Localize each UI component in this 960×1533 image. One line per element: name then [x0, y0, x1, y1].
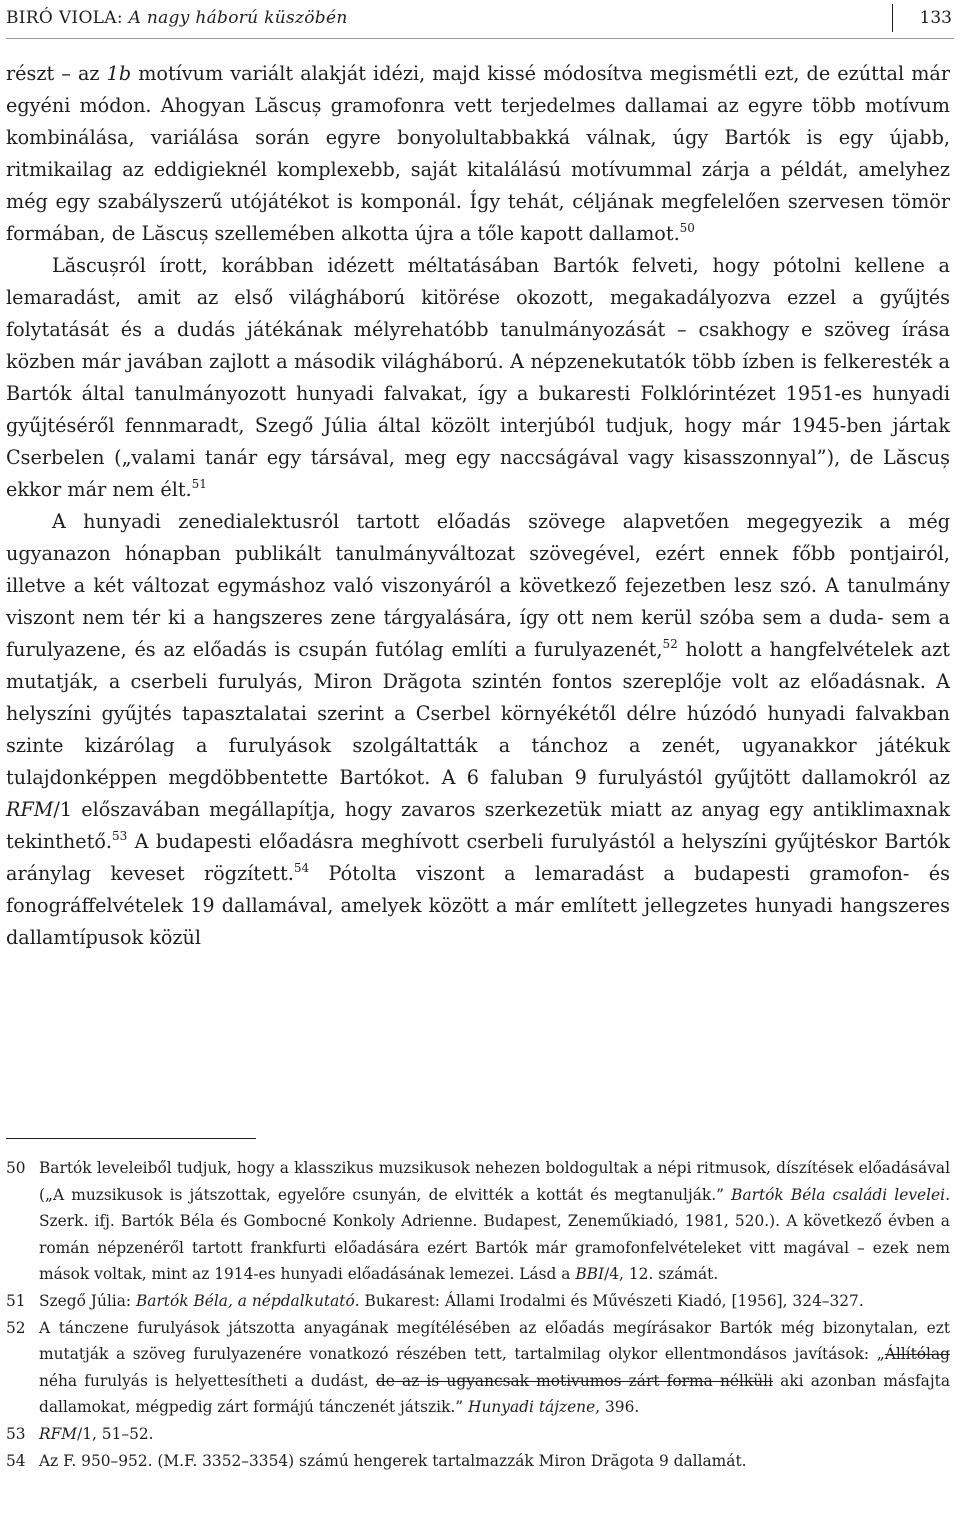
footnote-number: 53	[6, 1424, 26, 1443]
footnote-54	[6, 1448, 950, 1475]
footnote-rule	[6, 1138, 256, 1139]
text-run-strikethrough: de az is ugyancsak motivumos zárt forma nélküli	[375, 1371, 773, 1390]
text-run: Lăscușról írott, korábban idézett méltatásában Bartók felveti, hogy pótolni kellene a lemaradást, amit az első világháború kitörése okozott, megakadályozva ezzel a gyűjtés folytatását és a dudás játékának mélyrehatóbb tanulmányozását – csakhogy e szöveg írása közben már javában zajlott a második világháború. A népzenekutatók több ízben is felkeresték a Bartók által tanulmányozott hunyadi falvakat, így a bukaresti Folklórintézet 1951-es hunyadi gyűjtéséről fennmaradt, Szegő Júlia által közölt interjúból tudjuk, hogy már 1945-ben jártak Cserbelen („valami tanár egy társával, meg egy naccságával vagy kisasszonnyal”), de Lăscuș ekkor már nem élt.	[6, 254, 950, 501]
text-run: motívum variált alakját idézi, majd kissé módosítva megismétli ezt, de ezúttal már egyéni módon. Ahogyan Lăscuș gramofonra vett terjedelmes dallamai az egyre több motívum kombinálása, variálása során egyre bonyolultabbakká válnak, úgy Bartók is egy újabb, ritmikailag az eddigieknél komplexebb, saját kitalálású motívummal zárja a példát, amelyhez még egy szabályszerű utójátékot is komponál. Így tehát, céljának megfelelően szervesen tömör formában, de Lăscuș szellemében alkotta újra a tőle kapott dallamot.	[6, 62, 950, 245]
footnote-ref-51[interactable]: 51	[191, 477, 207, 491]
footnote-ref-54[interactable]: 54	[293, 861, 310, 875]
text-run-strikethrough: Állítólag	[884, 1345, 950, 1364]
footnote-number: 54	[6, 1451, 26, 1470]
text-run-italic: RFM	[39, 1424, 78, 1443]
text-run: néha furulyás is helyettesítheti a dudást,	[39, 1371, 376, 1390]
paragraph-1	[6, 58, 950, 250]
text-run-italic: Bartók Béla, a népdalkutató	[135, 1291, 355, 1310]
footnote-52	[6, 1315, 950, 1421]
footnote-number: 51	[6, 1291, 26, 1310]
text-run-italic: Hunyadi tájzene	[468, 1398, 596, 1417]
header-rule	[6, 38, 954, 39]
footnote-ref-50[interactable]: 50	[679, 221, 695, 235]
footnote-number: 52	[6, 1318, 26, 1337]
text-run: A tánczene furulyások játszotta anyagának megítélésében az előadás megírásakor Bartók még bizonytalan, ezt mutatják a szöveg furulyazenére vonatkozó részében tett, tartalmilag olykor ellentmondásos javítások: „	[39, 1318, 950, 1364]
footnote-number: 50	[6, 1159, 26, 1177]
header-title	[6, 0, 348, 36]
text-run: Szegő Júlia:	[39, 1291, 136, 1310]
paragraph-2	[6, 250, 950, 506]
footnote-ref-52[interactable]: 52	[662, 637, 678, 651]
main-text	[6, 58, 950, 954]
text-run: A hunyadi zenedialektusról tartott előadás szövege alapvetően megegyezik a még ugyanazon hónapban publikált tanulmányváltozat szövegével, ezért ennek főbb pontjairól, illetve a két változat egymáshoz való viszonyáról a következő fejezetben lesz szó. A tanulmány viszont nem tér ki a hangszeres zene tárgyalására, így ott nem kerül szóba sem a duda- sem a furulyazene, és az előadás is csupán futólag említi a furulyazenét,	[6, 510, 950, 661]
text-run-italic: BBI	[575, 1265, 605, 1284]
text-run-italic: Bartók Béla családi levelei	[731, 1185, 946, 1204]
text-run: . Bukarest: Állami Irodalmi és Művészeti Kiadó, [1956], 324–327.	[354, 1291, 864, 1310]
text-run: . Szerk. ifj. Bartók Béla és Gombocné Konkoly Adrienne. Budapest, Zeneműkiadó, 1981, 520.). A következő évben a román népzenéről tartott frankfurti előadására ezért Bartók már gramofonfelvételeket vitt magával – ezek nem mások voltak, mint az 1914-es hunyadi előadásának lemezei. Lásd a	[39, 1185, 950, 1284]
page-number: 133	[919, 8, 952, 28]
footnote-ref-53[interactable]: 53	[111, 829, 128, 843]
footnote-51	[6, 1288, 950, 1315]
text-run: holott a hangfelvételek azt mutatják, a cserbeli furulyás, Miron Drăgota szintén fontos szereplője volt az előadásnak. A helyszíni gyűjtés tapasztalatai szerint a Cserbel környékétől délre húzódó hunyadi falvakban szinte kizárólag a furulyások szolgáltatták a tánchoz a zenét, ugyanakkor játékuk tulajdonképpen megdöbbentette Bartókot. A 6 faluban 9 furulyástól gyűjtött dallamokról az	[6, 638, 950, 789]
header-separator	[892, 4, 893, 32]
header-author: BIRÓ VIOLA:	[6, 8, 123, 28]
text-run-italic: RFM	[6, 798, 54, 821]
text-run: A budapesti előadásra meghívott cserbeli furulyástól a helyszíni gyűjtéskor Bartók aránylag keveset rögzített.	[6, 830, 950, 885]
text-run: Bartók leveleiből tudjuk, hogy a klasszikus muzsikusok nehezen boldogultak a népi ritmusok, díszítések előadásával („A muzsikusok is játszottak, egyelőre csunyán, de elvitték a kottát és megtanulják.”	[39, 1159, 950, 1204]
paragraph-3	[6, 506, 950, 954]
footnote-53	[6, 1421, 950, 1448]
text-run: , 396.	[595, 1398, 640, 1417]
text-run: /1 előszavában megállapítja, hogy zavaros szerkezetük miatt az anyag egy antiklimaxnak tekinthető.	[6, 798, 950, 853]
text-run-italic: 1b	[106, 62, 132, 85]
header-article-title: A nagy háború küszöbén	[128, 8, 348, 28]
text-run: részt – az	[6, 62, 107, 85]
footnote-50	[6, 1155, 950, 1288]
text-run: /1, 51–52.	[77, 1424, 154, 1443]
footnotes	[6, 1155, 950, 1474]
text-run: aki azonban másfajta dallamokat, mégpedig zárt formájú tánczenét játszik.”	[39, 1371, 950, 1417]
text-run: /4, 12. számát.	[604, 1265, 719, 1284]
text-run: Az F. 950–952. (M.F. 3352–3354) számú hengerek tartalmazzák Miron Drăgota 9 dallamát.	[39, 1451, 747, 1470]
running-header	[0, 0, 960, 36]
text-run: Pótolta viszont a lemaradást a budapesti gramofon- és fonográffelvételek 19 dallamával, amelyek között a már említett jellegzetes hunyadi hangszeres dallamtípusok közül	[6, 862, 950, 949]
